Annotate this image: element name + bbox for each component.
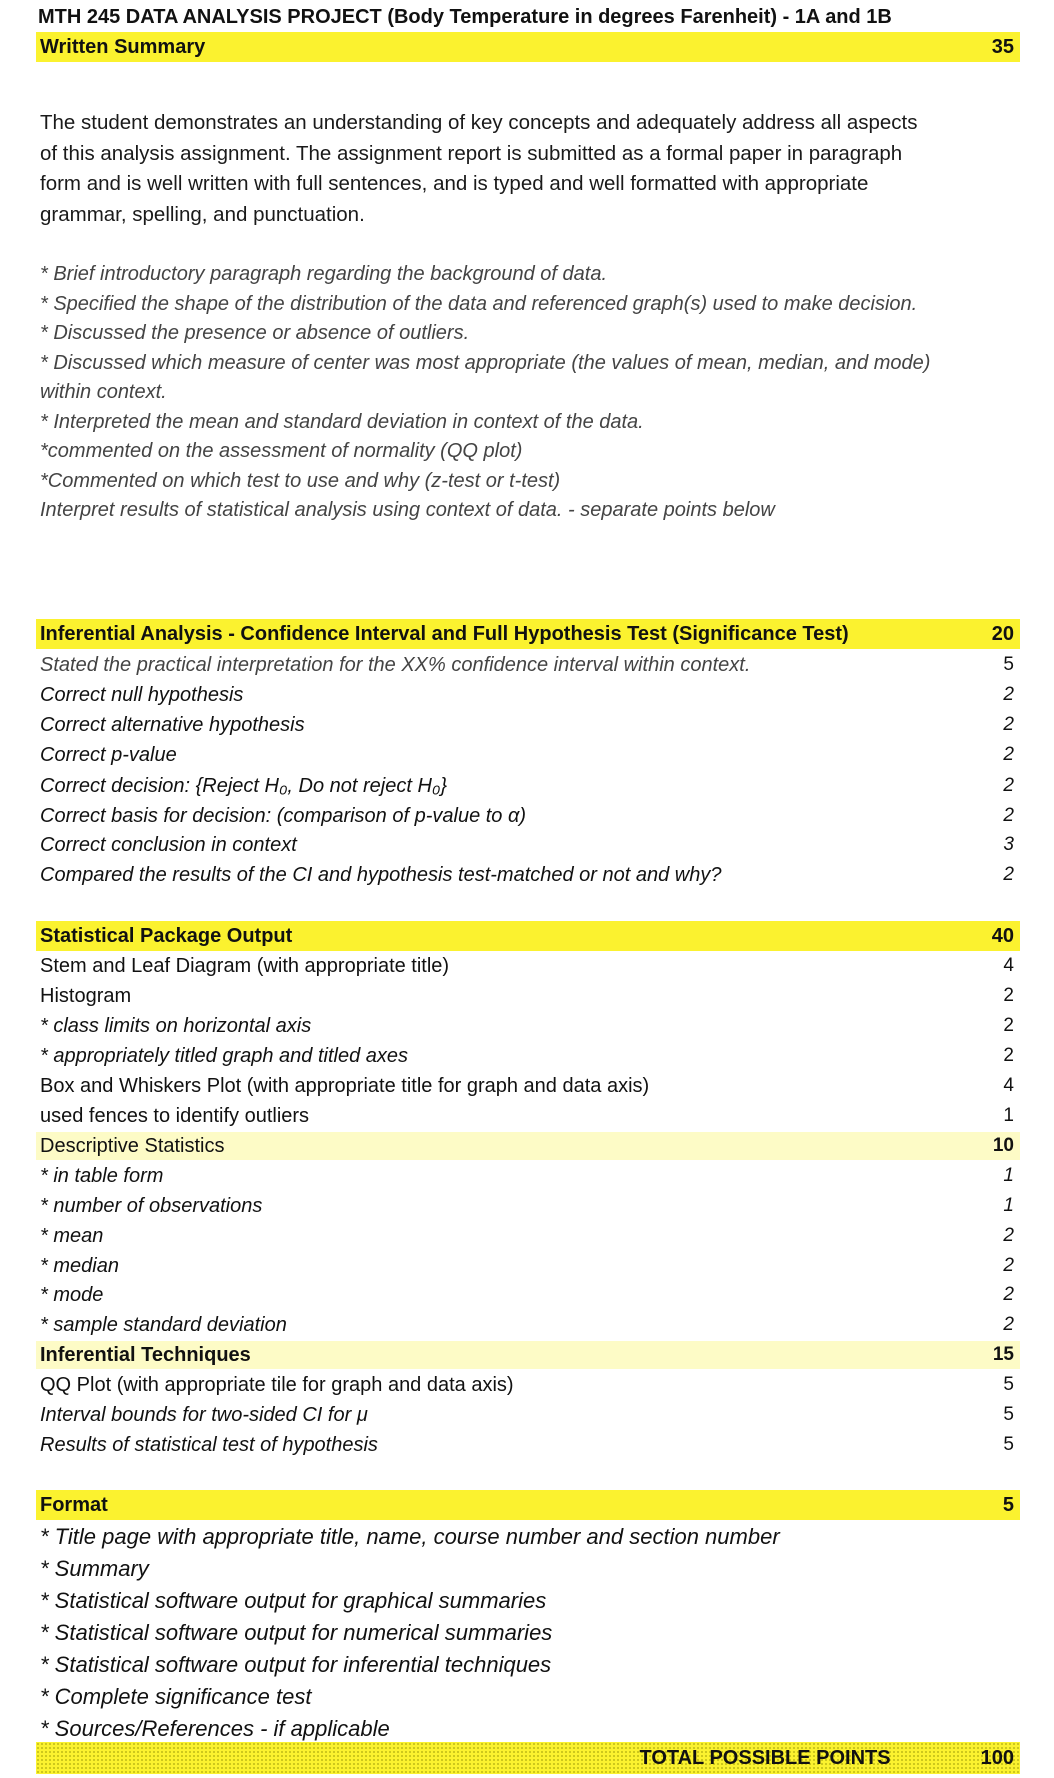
section-points: 35 [991,35,1014,58]
row-label: QQ Plot (with appropriate tile for graph and data axis) [40,1373,514,1396]
section-label: Inferential Analysis - Confidence Interval and Full Hypothesis Test (Significance Test) [40,622,849,645]
row-label: * class limits on horizontal axis [40,1014,312,1037]
format-items [40,1521,940,1745]
subsection-header-inferential-techniques [36,1341,1020,1369]
rubric-row [36,1102,1020,1130]
row-label: Correct p-value [40,743,177,766]
section-label: Format [40,1493,108,1516]
rubric-row [36,831,1020,859]
rubric-row [36,861,1020,889]
total-points: 100 [980,1746,1014,1769]
section-points: 40 [991,924,1014,947]
row-label: Stem and Leaf Diagram (with appropriate title) [40,954,450,977]
section-header-format [36,1490,1020,1520]
summary-bullet: * Specified the shape of the distribution of the data and referenced graph(s) used to make decision. [40,292,918,315]
row-points: 5 [1003,654,1014,675]
row-points: 4 [1003,955,1014,976]
subsection-points: 15 [992,1344,1014,1365]
row-label: Histogram [40,984,132,1007]
section-label: Statistical Package Output [40,924,293,947]
rubric-row [36,802,1020,830]
row-points: 1 [1003,1105,1014,1126]
row-label: Results of statistical test of hypothesis [40,1433,378,1456]
row-label: Correct decision: {Reject H₀, Do not reject H₀} [40,774,448,797]
section-points: 5 [1002,1493,1014,1516]
row-points: 1 [1003,1165,1014,1186]
summary-bullet: * Brief introductory paragraph regarding the background of data. [40,263,608,285]
subsection-label: Inferential Techniques [40,1343,251,1366]
section-header-inferential-analysis [36,619,1020,649]
rubric-row [36,1072,1020,1100]
rubric-row [36,1431,1020,1459]
row-points: 2 [1003,864,1014,885]
rubric-row [36,1311,1020,1339]
format-item: * Summary [40,1556,149,1581]
summary-bullet: *commented on the assessment of normality (QQ plot) [40,440,523,462]
subsection-header-descriptive-statistics [36,1132,1020,1160]
row-label: used fences to identify outliers [40,1104,310,1127]
rubric-row [36,1371,1020,1399]
rubric-row [36,772,1020,800]
row-label: Correct alternative hypothesis [40,713,305,736]
rubric-row [36,982,1020,1010]
format-item: * Sources/References - if applicable [40,1716,390,1741]
rubric-row [36,1222,1020,1250]
format-item: * Complete significance test [40,1684,312,1709]
row-points: 2 [1003,1314,1014,1335]
rubric-row [36,651,1020,679]
section-label: Written Summary [40,35,206,58]
summary-bullet: * Interpreted the mean and standard deviation in context of the data. [40,410,644,433]
row-points: 1 [1003,1195,1014,1216]
rubric-row [36,681,1020,709]
row-points: 2 [1003,714,1014,735]
section-header-statistical-output [36,921,1020,951]
document-title: MTH 245 DATA ANALYSIS PROJECT (Body Temperature in degrees Farenheit) - 1A and 1B [38,6,892,28]
total-row [36,1742,1020,1774]
row-label: * mean [40,1224,104,1247]
row-points: 2 [1003,985,1014,1006]
section-points: 20 [991,622,1014,645]
rubric-row [36,711,1020,739]
row-points: 5 [1003,1404,1014,1425]
format-item: * Statistical software output for numerical summaries [40,1620,553,1645]
row-points: 2 [1003,805,1014,826]
summary-bullet: * Discussed which measure of center was most appropriate (the values of mean, median, and mode) within context. [40,351,931,403]
summary-bullets [40,260,940,526]
row-label: * mode [40,1283,104,1306]
row-label: * in table form [40,1164,164,1187]
row-label: Correct conclusion in context [40,833,297,856]
rubric-row [36,1281,1020,1309]
row-points: 2 [1003,1015,1014,1036]
row-label: Correct null hypothesis [40,683,244,706]
section-header-written-summary [36,32,1020,62]
total-label: TOTAL POSSIBLE POINTS [639,1746,891,1769]
format-item: * Title page with appropriate title, name, course number and section number [40,1524,780,1549]
rubric-row [36,1192,1020,1220]
row-points: 3 [1003,834,1014,855]
summary-bullet: * Discussed the presence or absence of outliers. [40,322,470,344]
format-item: * Statistical software output for graphical summaries [40,1588,547,1613]
format-item: * Statistical software output for inferential techniques [40,1652,552,1677]
summary-paragraph: The student demonstrates an understanding of key concepts and adequately address all aspects of this analysis assignment. The assignment report is submitted as a formal paper in paragraph form and is well written with full sentences, and is typed and well formatted with appropriate grammar, spelling, and punctuation. [40,111,918,226]
rubric-row [36,741,1020,769]
rubric-row [36,1012,1020,1040]
row-points: 2 [1003,1255,1014,1276]
row-label: * appropriately titled graph and titled axes [40,1044,409,1067]
subsection-label: Descriptive Statistics [40,1134,225,1157]
summary-bullet: Interpret results of statistical analysis using context of data. - separate points below [40,499,775,521]
row-points: 2 [1003,744,1014,765]
row-points: 4 [1003,1075,1014,1096]
row-points: 2 [1003,1225,1014,1246]
row-label: * sample standard deviation [40,1313,287,1336]
rubric-row [36,952,1020,980]
rubric-row [36,1401,1020,1429]
row-label: * median [40,1254,119,1277]
row-label: Stated the practical interpretation for the XX% confidence interval within context. [40,653,751,676]
row-label: Correct basis for decision: (comparison of p-value to α) [40,804,527,827]
rubric-row [36,1042,1020,1070]
rubric-row [36,1252,1020,1280]
row-label: * number of observations [40,1194,263,1217]
row-label: Box and Whiskers Plot (with appropriate title for graph and data axis) [40,1074,650,1097]
row-points: 2 [1003,684,1014,705]
summary-bullet: *Commented on which test to use and why (z-test or t-test) [40,469,561,492]
row-points: 5 [1003,1434,1014,1455]
row-points: 2 [1003,1045,1014,1066]
rubric-row [36,1162,1020,1190]
subsection-points: 10 [992,1135,1014,1156]
row-points: 2 [1003,775,1014,796]
row-label: Compared the results of the CI and hypothesis test-matched or not and why? [40,863,722,886]
row-label: Interval bounds for two-sided CI for μ [40,1403,368,1426]
row-points: 5 [1003,1374,1014,1395]
row-points: 2 [1003,1284,1014,1305]
